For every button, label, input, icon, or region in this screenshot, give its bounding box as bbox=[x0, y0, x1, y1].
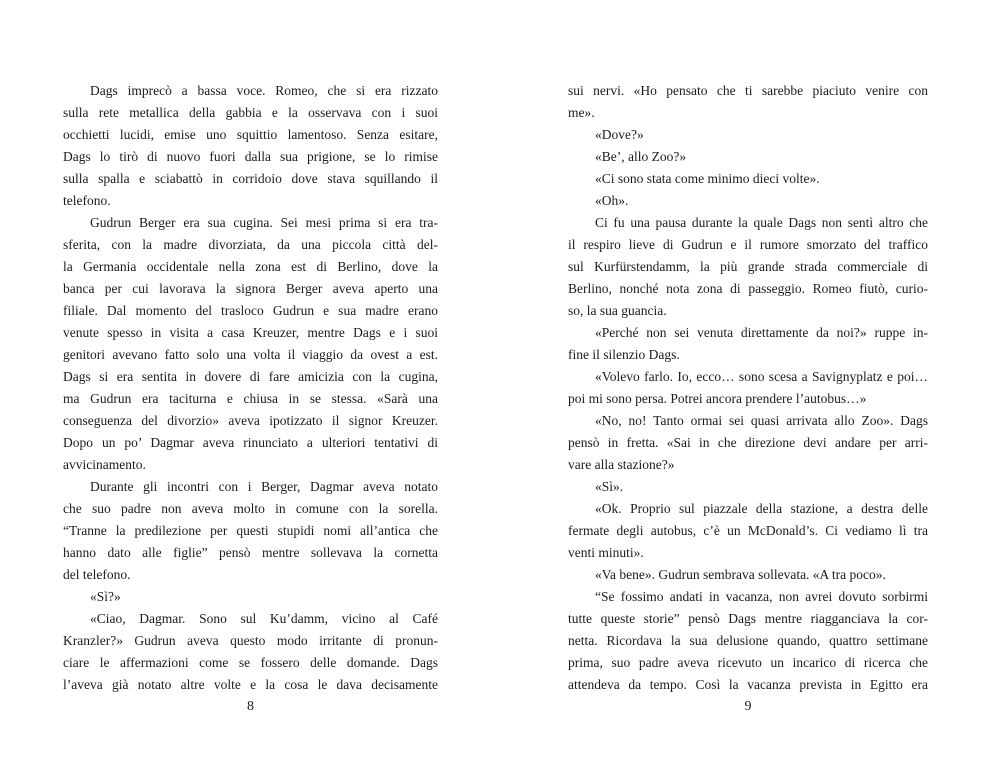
text-line: prima, suo padre aveva ricevuto un incarico di ricerca che bbox=[568, 655, 928, 670]
text-line: «Volevo farlo. Io, ecco… sono scesa a Savignyplatz e poi… bbox=[595, 369, 928, 384]
text-line: Berlino, nonché nota zona di passeggio. Romeo fiutò, curio- bbox=[568, 281, 928, 296]
page-number-left: 8 bbox=[247, 699, 254, 714]
text-line: sulla rete metallica della gabbia e la osservava con i suoi bbox=[63, 105, 438, 120]
text-line: fine il silenzio Dags. bbox=[568, 347, 680, 362]
text-line: Gudrun Berger era sua cugina. Sei mesi prima si era tra- bbox=[90, 215, 438, 230]
text-line: netta. Ricordava la sua delusione quando, quattro settimane bbox=[568, 633, 928, 648]
text-line: sulla spalla e sciabattò in corridoio dove stava squillando il bbox=[63, 171, 438, 186]
paragraph bbox=[568, 564, 928, 586]
text-line: «Oh». bbox=[595, 193, 629, 208]
paragraph bbox=[63, 586, 438, 608]
text-line: Kranzler?» Gudrun aveva questo modo irritante di pronun- bbox=[63, 633, 438, 648]
text-line: genitori avevano fatto solo una volta il viaggio da ovest a est. bbox=[63, 347, 438, 362]
text-line: sui nervi. «Ho pensato che ti sarebbe piaciuto venire con bbox=[568, 83, 928, 98]
page-right-text-block bbox=[568, 80, 928, 696]
text-line: «Sì». bbox=[595, 479, 624, 494]
text-line: «Ciao, Dagmar. Sono sul Ku’damm, vicino al Café bbox=[90, 611, 438, 626]
text-line: avvicinamento. bbox=[63, 457, 146, 472]
text-line: telefono. bbox=[63, 193, 111, 208]
text-line: «Ci sono stata come minimo dieci volte». bbox=[595, 171, 820, 186]
text-line: occhietti lucidi, emise uno squittio lamentoso. Senza esitare, bbox=[63, 127, 438, 142]
paragraph bbox=[568, 322, 928, 366]
text-line: la Germania occidentale nella zona est di Berlino, dove la bbox=[63, 259, 438, 274]
paragraph bbox=[568, 124, 928, 146]
text-line: «Ok. Proprio sul piazzale della stazione, a destra delle bbox=[595, 501, 928, 516]
text-line: “Tranne la predilezione per questi stupidi nomi all’antica che bbox=[63, 523, 438, 538]
text-line: «Va bene». Gudrun sembrava sollevata. «A tra poco». bbox=[595, 567, 886, 582]
text-line: “Se fossimo andati in vacanza, non avrei dovuto sorbirmi bbox=[595, 589, 928, 604]
text-line: Ci fu una pausa durante la quale Dags non sentì altro che bbox=[595, 215, 928, 230]
text-line: poi mi sono persa. Potrei ancora prendere l’autobus…» bbox=[568, 391, 867, 406]
text-line: conseguenza del divorzio» aveva ipotizzato il signor Kreuzer. bbox=[63, 413, 438, 428]
text-line: filiale. Dal momento del trasloco Gudrun e sua madre erano bbox=[63, 303, 438, 318]
paragraph bbox=[63, 608, 438, 696]
text-line: «No, no! Tanto ormai sei quasi arrivata allo Zoo». Dags bbox=[595, 413, 928, 428]
paragraph bbox=[568, 498, 928, 564]
paragraph bbox=[568, 146, 928, 168]
paragraph bbox=[568, 586, 928, 696]
text-line: «Be’, allo Zoo?» bbox=[595, 149, 687, 164]
text-line: venti minuti». bbox=[568, 545, 644, 560]
text-line: vare alla stazione?» bbox=[568, 457, 675, 472]
text-line: so, la sua guancia. bbox=[568, 303, 667, 318]
text-line: banca per cui lavorava la signora Berger aveva aperto una bbox=[63, 281, 438, 296]
text-line: fermate degli autobus, c’è un McDonald’s. Ci vediamo lì tra bbox=[568, 523, 928, 538]
text-line: Dopo un po’ Dagmar aveva rinunciato a ulteriori tentativi di bbox=[63, 435, 438, 450]
text-line: ciare le affermazioni come se fossero delle domande. Dags bbox=[63, 655, 438, 670]
text-line: del telefono. bbox=[63, 567, 131, 582]
text-line: Dags si era sentita in dovere di fare amicizia con la cugina, bbox=[63, 369, 438, 384]
paragraph bbox=[568, 212, 928, 322]
paragraph bbox=[568, 80, 928, 124]
text-line: Dags imprecò a bassa voce. Romeo, che si era rizzato bbox=[90, 83, 438, 98]
text-line: hanno dato alle figlie” pensò mentre sollevava la cornetta bbox=[63, 545, 438, 560]
text-line: che suo padre non aveva molto in comune con la sorella. bbox=[63, 501, 438, 516]
paragraph bbox=[568, 366, 928, 410]
page-left-text-block bbox=[63, 80, 438, 696]
text-line: «Dove?» bbox=[595, 127, 644, 142]
text-line: venute spesso in visita a casa Kreuzer, mentre Dags e i suoi bbox=[63, 325, 438, 340]
text-line: Durante gli incontri con i Berger, Dagmar aveva notato bbox=[90, 479, 438, 494]
text-line: me». bbox=[568, 105, 595, 120]
text-line: pensò in fretta. «Sai in che direzione devi andare per arri- bbox=[568, 435, 928, 450]
paragraph bbox=[568, 410, 928, 476]
text-line: attendeva da tempo. Così la vacanza prevista in Egitto era bbox=[568, 677, 928, 692]
text-line: sferita, con la madre divorziata, da una piccola città del- bbox=[63, 237, 438, 252]
text-line: l’aveva già notato altre volte e la cosa le dava decisamente bbox=[63, 677, 438, 692]
page-number-right: 9 bbox=[744, 699, 752, 714]
paragraph bbox=[63, 212, 438, 476]
paragraph bbox=[63, 80, 438, 212]
text-line: ma Gudrun era taciturna e chiusa in se stessa. «Sarà una bbox=[63, 391, 438, 406]
text-line: «Sì?» bbox=[90, 589, 121, 604]
text-line: il respiro lieve di Gudrun e il rumore smorzato del traffico bbox=[568, 237, 928, 252]
paragraph bbox=[568, 190, 928, 212]
paragraph bbox=[63, 476, 438, 586]
text-line: «Perché non sei venuta direttamente da noi?» ruppe in- bbox=[595, 325, 928, 340]
text-line: sul Kurfürstendamm, la più grande strada commerciale di bbox=[568, 259, 928, 274]
text-line: tutte queste storie” pensò Dags mentre riagganciava la cor- bbox=[568, 611, 928, 626]
paragraph bbox=[568, 168, 928, 190]
text-line: Dags lo tirò di nuovo fuori dalla sua prigione, se lo rimise bbox=[63, 149, 438, 164]
paragraph bbox=[568, 476, 928, 498]
